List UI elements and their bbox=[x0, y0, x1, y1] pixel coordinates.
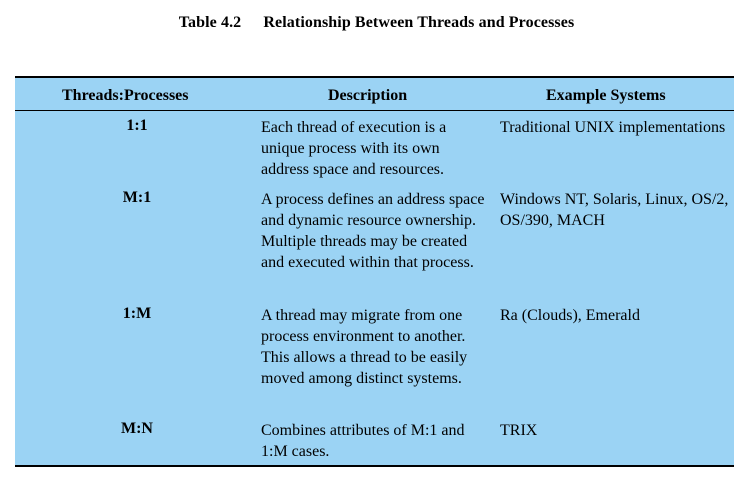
example-systems-cell: TRIX bbox=[500, 422, 538, 439]
example-systems-cell: Windows NT, Solaris, Linux, OS/2, OS/390, MACH bbox=[500, 191, 729, 229]
table-number: Table 4.2 bbox=[178, 14, 242, 31]
table-title: Relationship Between Threads and Processes bbox=[263, 14, 575, 31]
header-example-systems: Example Systems bbox=[546, 87, 666, 104]
example-systems-cell: Traditional UNIX implementations bbox=[500, 119, 726, 136]
description-cell: A thread may migrate from one process environment to another. This allows a thread to be easily moved among distinct systems. bbox=[261, 307, 468, 387]
description-cell: Combines attributes of M:1 and 1:M cases. bbox=[261, 422, 465, 460]
description-cell: A process defines an address space and dynamic resource ownership. Multiple threads may be created and executed within that process. bbox=[261, 191, 485, 271]
threads-processes-table bbox=[15, 76, 734, 467]
threads-processes-cell: 1:1 bbox=[126, 117, 148, 134]
threads-processes-cell: M:1 bbox=[122, 189, 152, 206]
header-divider bbox=[15, 110, 734, 111]
description-cell: Each thread of execution is a unique process with its own address space and resources. bbox=[261, 119, 447, 178]
threads-processes-cell: 1:M bbox=[122, 305, 152, 322]
threads-processes-cell: M:N bbox=[121, 420, 153, 437]
example-systems-cell: Ra (Clouds), Emerald bbox=[500, 307, 640, 324]
header-description: Description bbox=[328, 87, 408, 104]
header-threads-processes: Threads:Processes bbox=[62, 87, 189, 104]
table-caption bbox=[0, 14, 753, 32]
